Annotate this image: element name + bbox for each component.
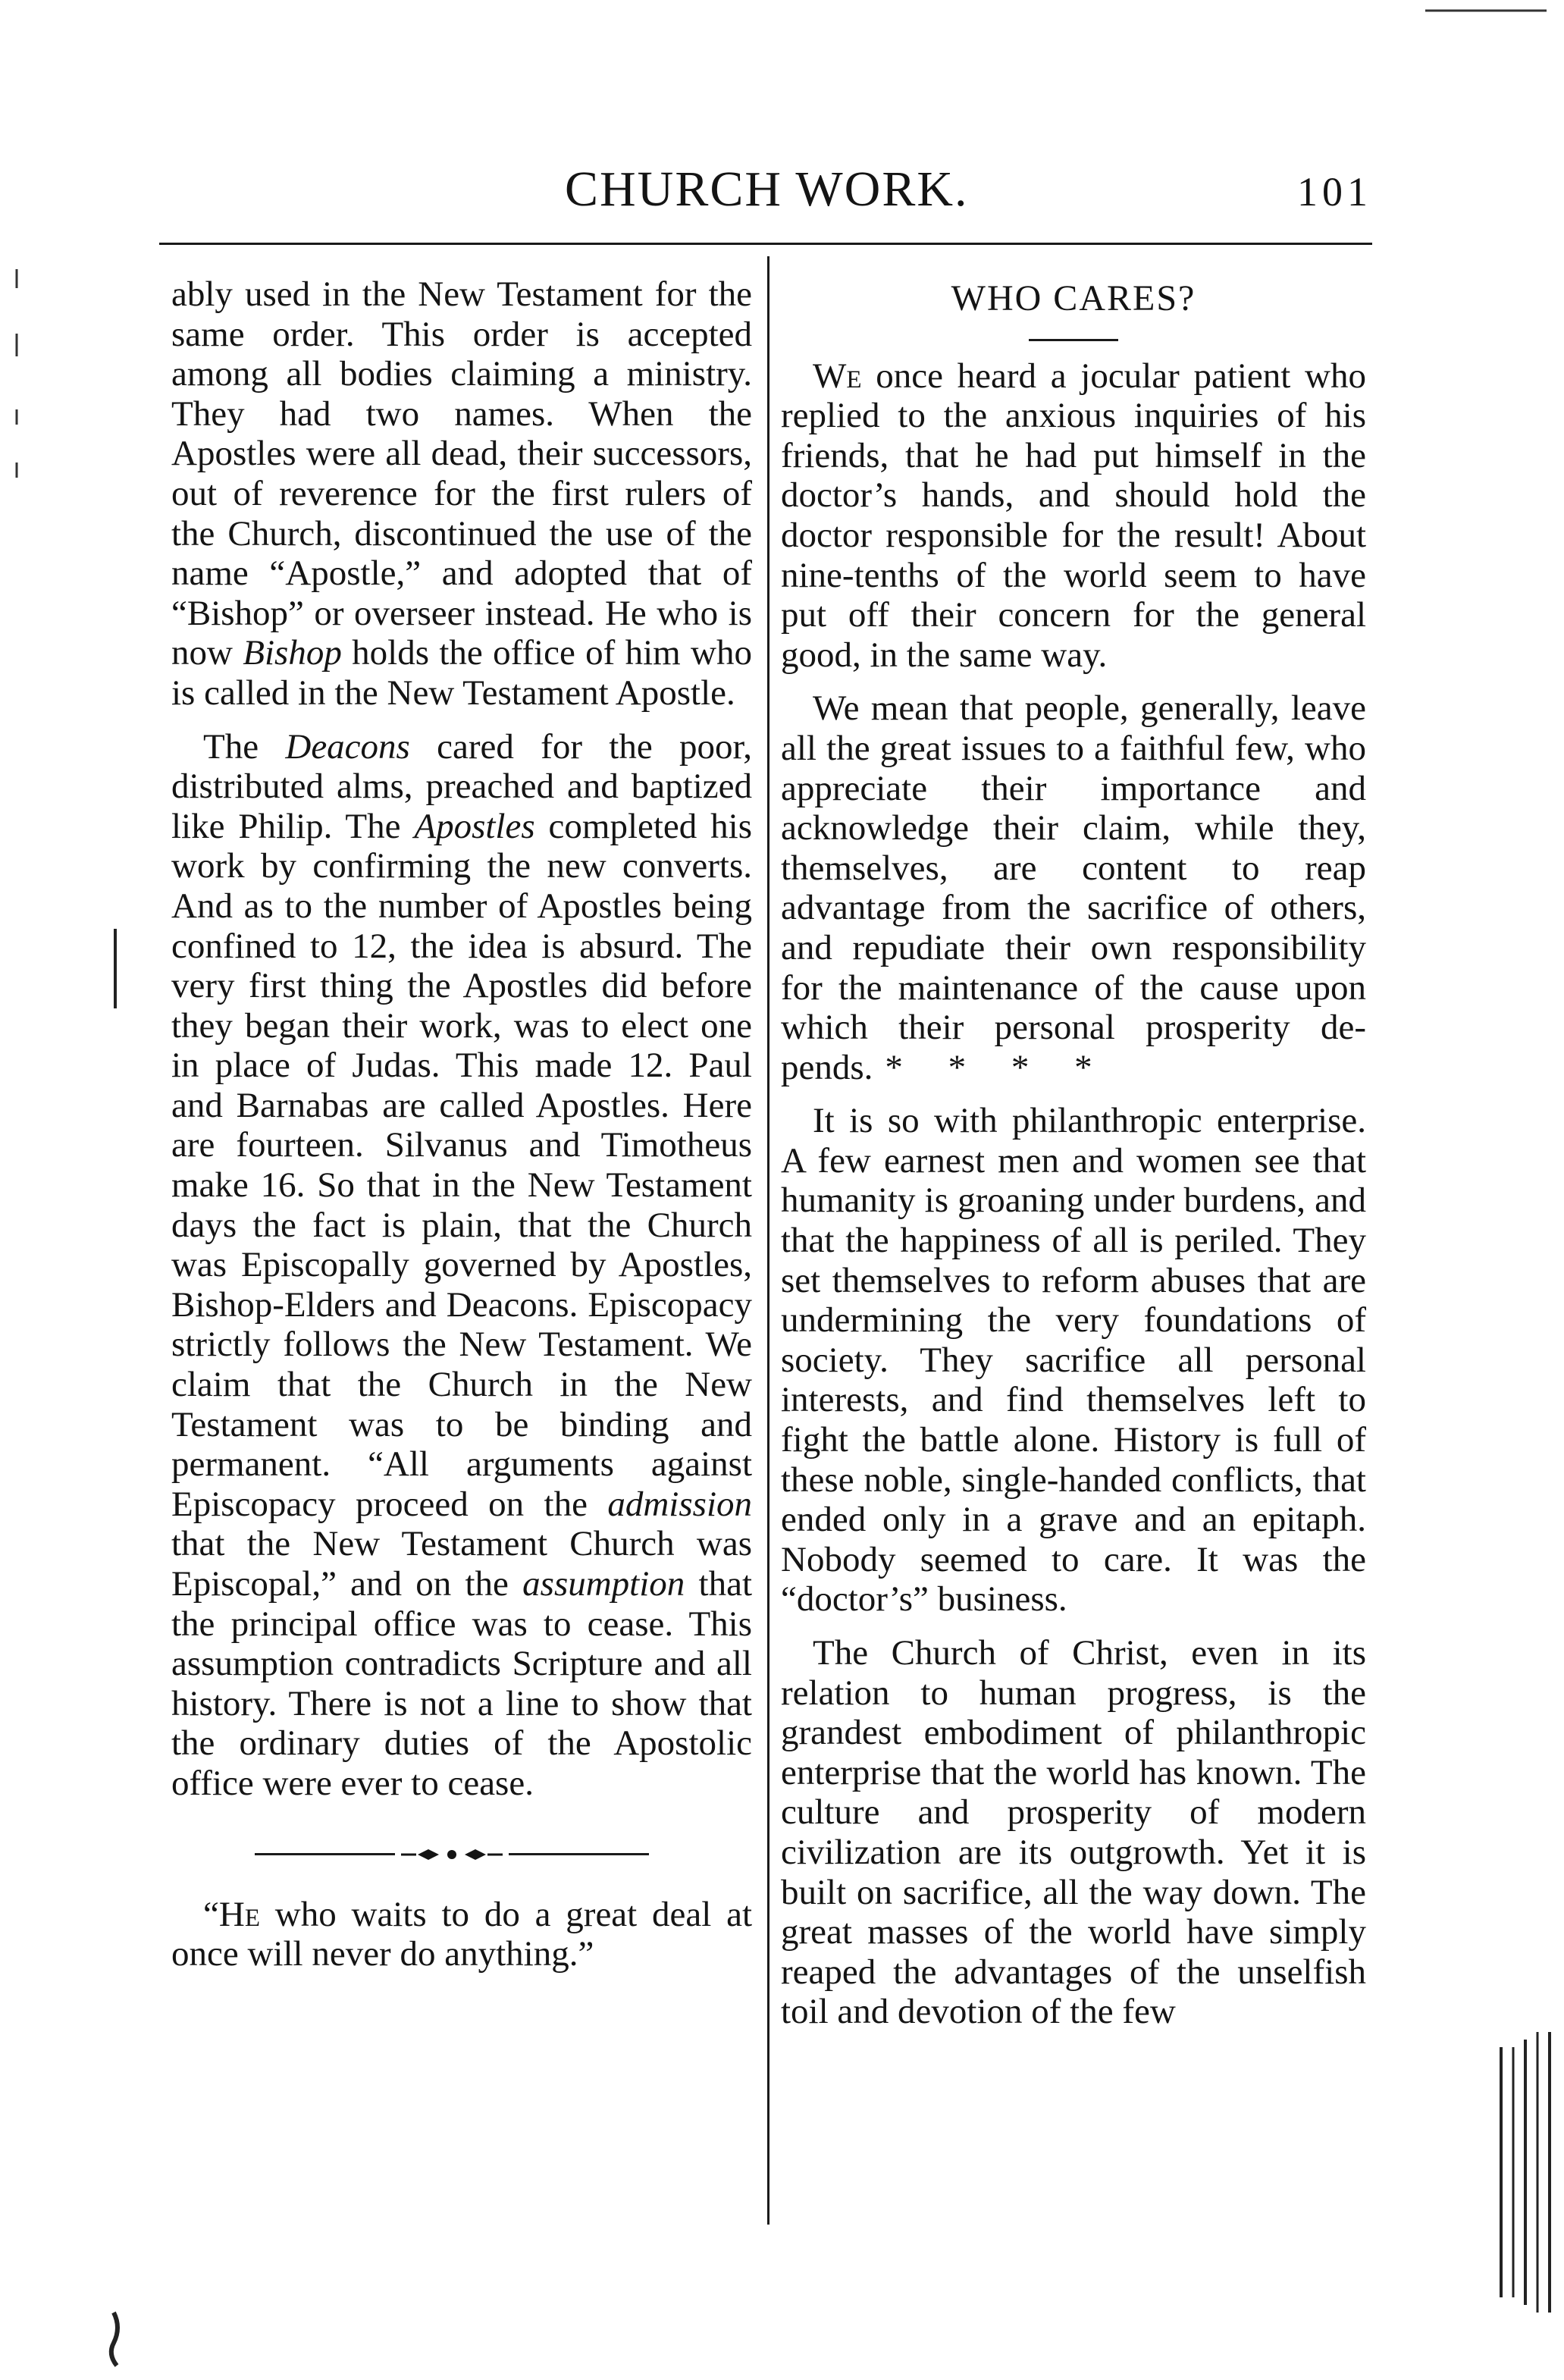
text-run: cared for the poor, distributed alms, preached and baptized like Philip. The — [171, 726, 752, 846]
italic-word: Deacons — [285, 726, 410, 767]
running-title: CHURCH WORK. — [565, 161, 969, 217]
text-run: We mean that people, generally, leave all the great issues to a faithful few, who appreciate their importance and acknowledge their claim, while they, themselves, are content to reap advantage from the sacrifice of others, and repudiate their own responsibility for the maintenance of the cause upon which their personal prosperity depends. — [781, 688, 1366, 1087]
header-rule — [159, 243, 1372, 245]
text-run: ably used in the New Testament for the same order. This order is accepted among all bodies claiming a ministry. They had two names. When the Apostles were all dead, their successors, out of reverence for the first rulers of the Church, discontinued the use of the name “Apostle,” and adopted that of “Bishop” or overseer instead. He who is now — [171, 274, 752, 673]
ornament-rule-right — [509, 1853, 649, 1855]
text-run: that the principal office was to cease. This assumption contradicts Scripture and all history. There is not a line to show that the ordinary duties of the Apostolic office were ever to cease. — [171, 1564, 753, 1803]
ornament-flourish-icon — [395, 1843, 509, 1866]
bottom-left-mark — [111, 2313, 118, 2366]
left-column — [171, 274, 752, 1974]
right-column — [781, 274, 1366, 2032]
paragraph-faithful-few — [781, 688, 1366, 1087]
italic-word: assumption — [522, 1564, 685, 1604]
text-run: The Church of Christ, even in its relation to human progress, is the grandest embodiment of philanthropic enterprise that the world has known. The culture and prosperity of modern civilization are its outgrowth. Yet it is built on sacrifice, all the way down. The great masses of the world have simply reaped the advantages of the unselfish toil and devotion of the few — [781, 1633, 1366, 2032]
text-run: once heard a jocular patient who replied to the anxious inquiries of his friends, that he had put himself in the doctor’s hands, and should hold the doctor responsible for the result! About nine-tenths of the world seem to have put off their concern for the general good, in the same way. — [781, 356, 1366, 675]
paragraph-philanthropic-enterprise — [781, 1101, 1366, 1620]
paragraph-bishops — [171, 274, 752, 713]
italic-word: Bishop — [243, 633, 342, 673]
section-ornament — [255, 1843, 649, 1866]
asterisk-break: * * * * — [885, 1047, 1111, 1087]
text-run: The — [203, 726, 286, 767]
quote-cap: He — [218, 1894, 260, 1934]
page-number: 101 — [1297, 169, 1372, 215]
quote-open: “ — [203, 1894, 219, 1934]
text-run: It is so with philanthropic enterprise. A few earnest men and women see that humanity is groaning under burdens, and that the happiness of all is periled. They set themselves to reform abuses that are undermining the very foundations of society. They sacrifice all personal interests, and find themselves left to fight the battle alone. History is full of these noble, single-handed conflicts, that ended only in a grave and an epitaph. Nobody seemed to care. It was the “doctor’s” business. — [781, 1101, 1366, 1620]
column-divider — [767, 256, 769, 2225]
article-heading: WHO CARES? — [951, 278, 1196, 318]
paragraph-jocular-patient — [781, 356, 1366, 676]
closing-quote — [171, 1895, 752, 1974]
running-head — [159, 152, 1372, 220]
italic-word: admission — [607, 1484, 752, 1524]
text-run: holds the office of him who is called in the New Testament Apostle. — [171, 633, 752, 713]
text-run: completed his work by confirming the new converts. And as to the number of Apostles being confined to 12, the idea is absurd. The very first thing the Apostles did before they began their work, was to elect one in place of Judas. This made 12. Paul and Barnabas are called Apostles. Here are fourteen. Silvanus and Timotheus make 16. So that in the New Testament days the fact is plain, that the Church was Episcopally governed by Apostles, Bishop-Elders and Deacons. Episcopacy strictly follows the New Testament. We claim that the Church in the New Testament was to be binding and permanent. “All arguments against Episcopacy proceed on the — [171, 806, 752, 1524]
ornament-rule-left — [255, 1853, 395, 1855]
drop-cap-word: We — [813, 356, 862, 396]
quote-text: who waits to do a great deal at once will never do anything.” — [171, 1894, 752, 1974]
paragraph-deacons — [171, 727, 752, 1804]
italic-word: Apostles — [414, 806, 535, 846]
text-run: that the New Testament Church was Episcopal,” and on the — [171, 1524, 752, 1604]
paragraph-church-of-christ — [781, 1633, 1366, 2032]
heading-rule — [1029, 339, 1118, 341]
